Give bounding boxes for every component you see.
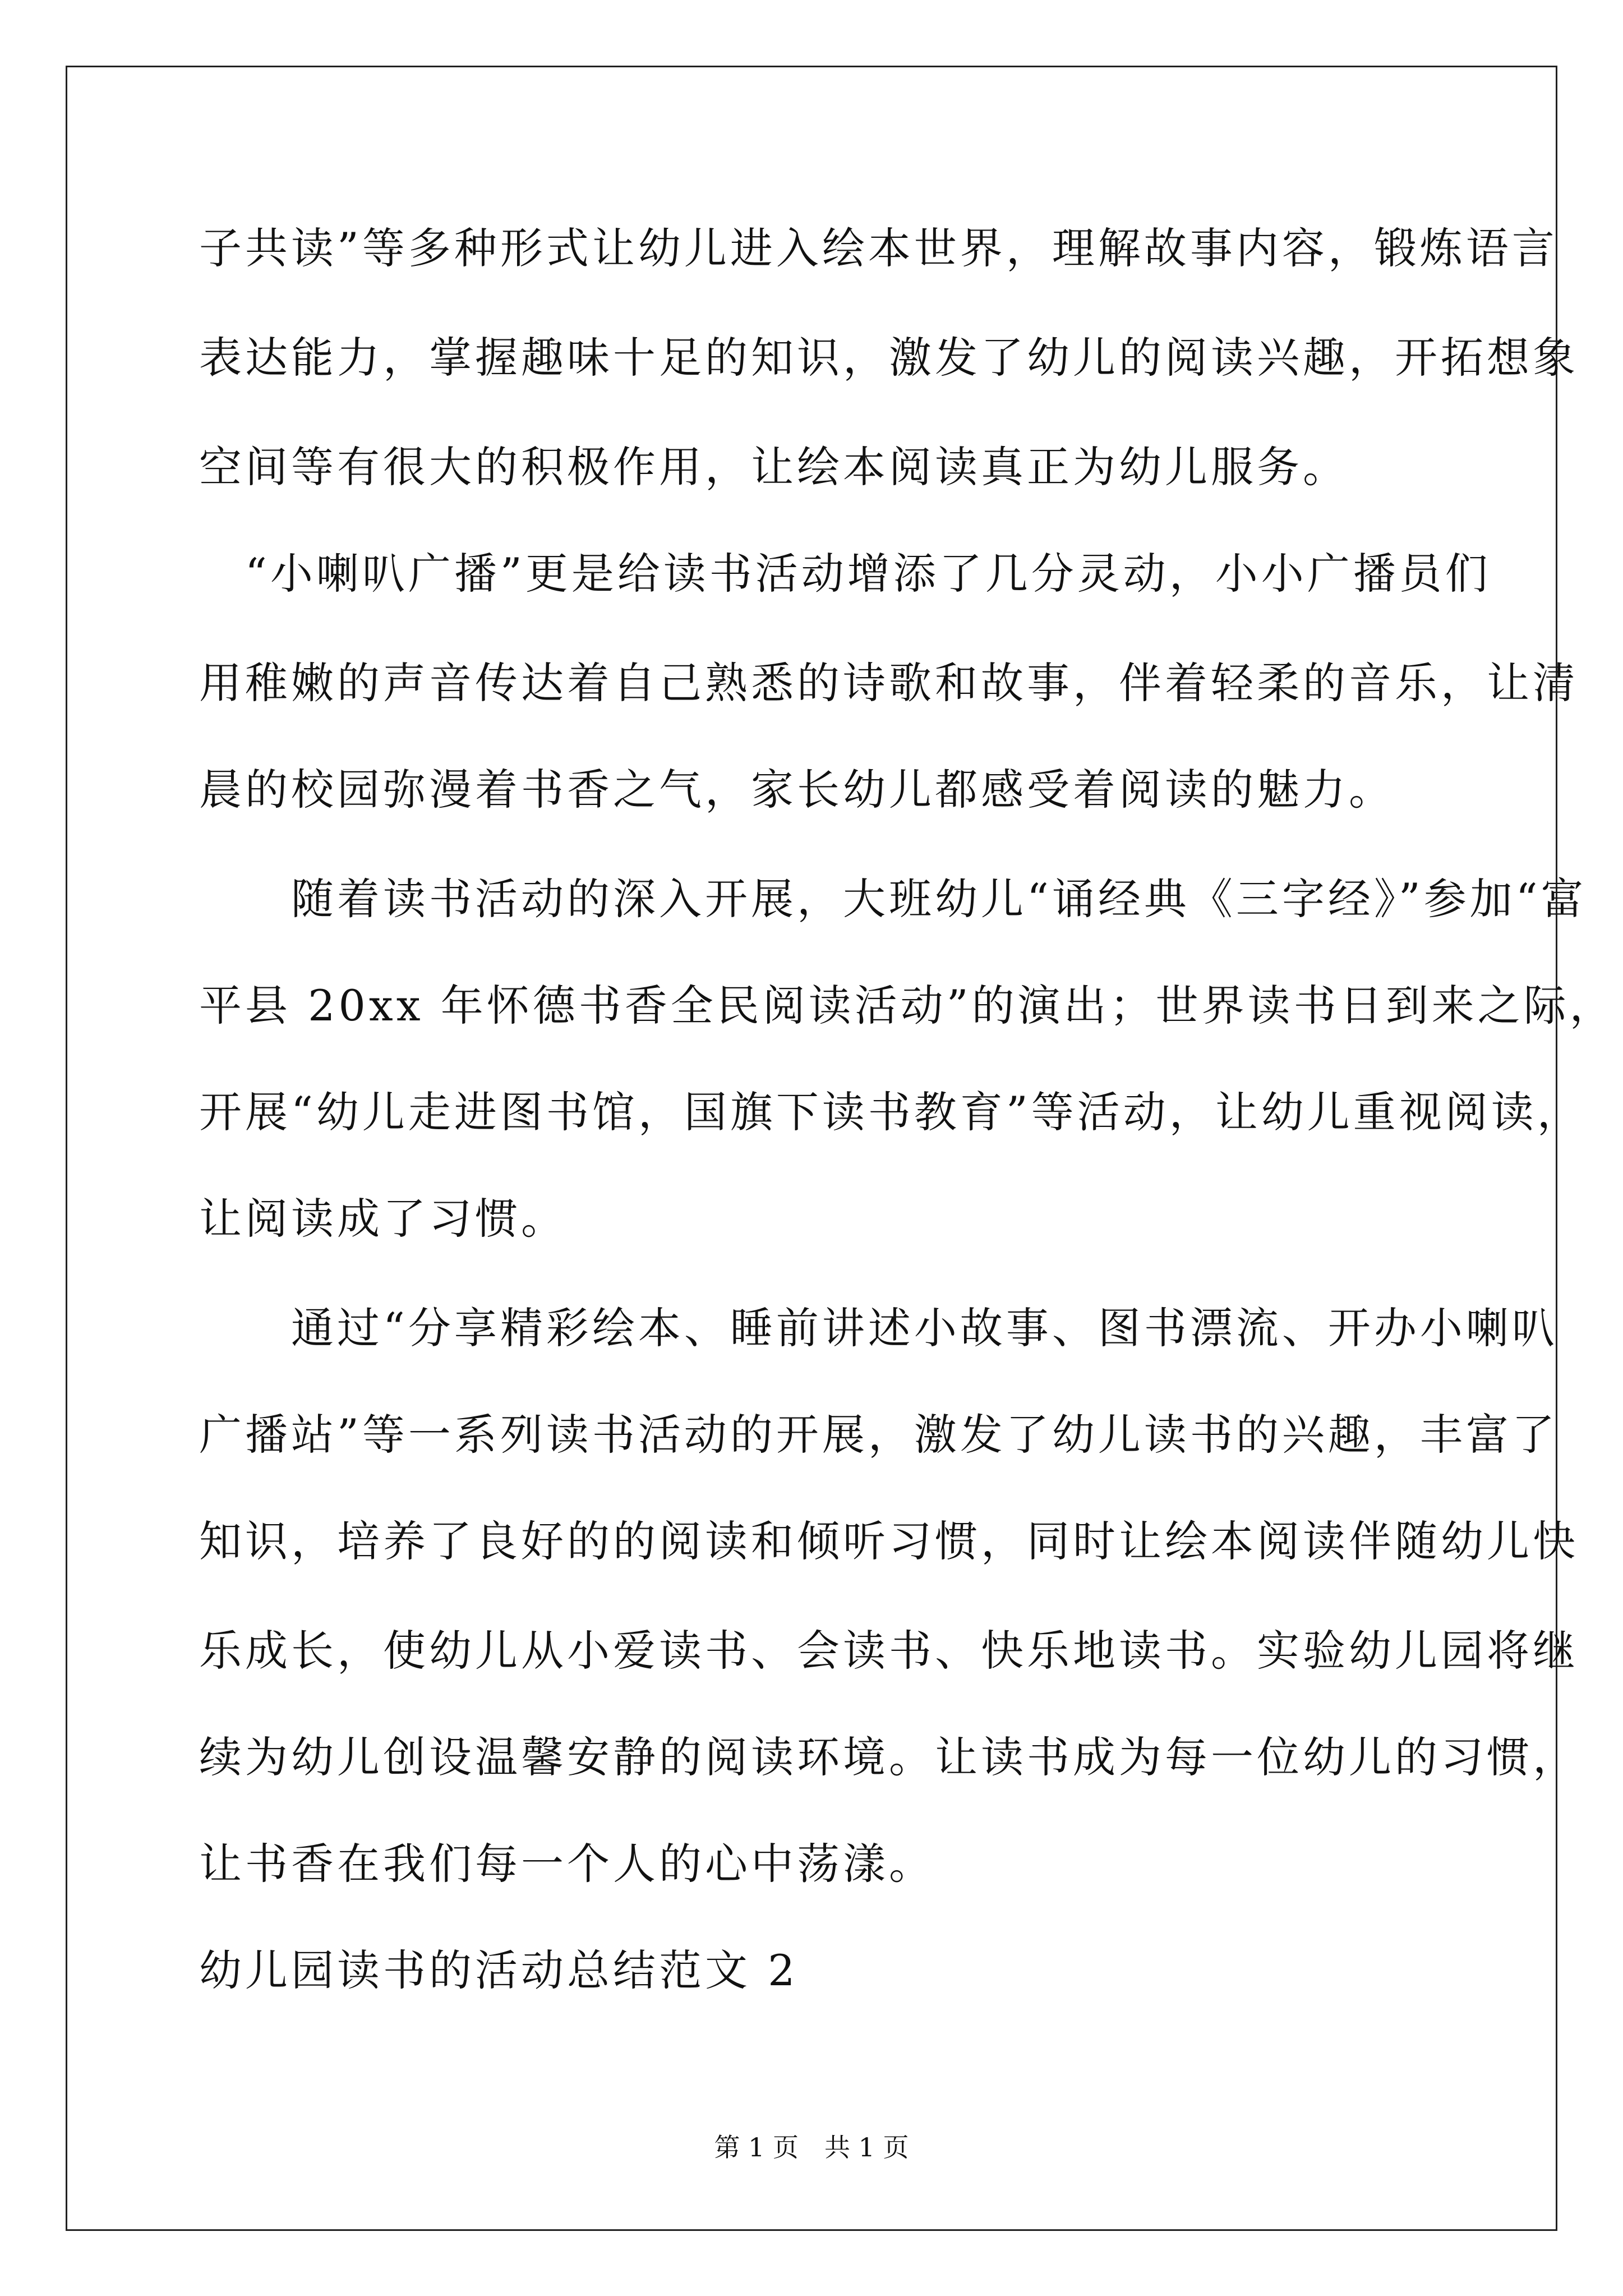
text-line: 空间等有很大的积极作用，让绘本阅读真正为幼儿服务。: [199, 442, 1349, 492]
text-line: 随着读书活动的深入开展，大班幼儿“诵经典《三字经》”参加“富: [199, 874, 1587, 924]
page-number-footer: 第 1 页 共 1 页: [714, 2132, 909, 2162]
text-line: 开展“幼儿走进图书馆，国旗下读书教育”等活动，让幼儿重视阅读，: [199, 1087, 1583, 1137]
text-line: 乐成长，使幼儿从小爱读书、会读书、快乐地读书。实验幼儿园将继: [199, 1626, 1579, 1676]
text-line: 广播站”等一系列读书活动的开展，激发了幼儿读书的兴趣，丰富了: [199, 1410, 1558, 1460]
text-line: 让书香在我们每一个人的心中荡漾。: [199, 1839, 935, 1889]
text-line: 子共读”等多种形式让幼儿进入绘本世界，理解故事内容，锻炼语言: [199, 223, 1558, 273]
text-line: 平县 20xx 年怀德书香全民阅读活动”的演出；世界读书日到来之际，: [199, 981, 1616, 1030]
text-line: “小喇叭广播”更是给读书活动增添了几分灵动，小小广播员们: [199, 549, 1491, 599]
text-line: 用稚嫩的声音传达着自己熟悉的诗歌和故事，伴着轻柔的音乐，让清: [199, 658, 1579, 708]
section-heading: 幼儿园读书的活动总结范文 2: [199, 1945, 799, 1995]
text-line: 晨的校园弥漫着书香之气，家长幼儿都感受着阅读的魅力。: [199, 765, 1395, 815]
text-line: 通过“分享精彩绘本、睡前讲述小故事、图书漂流、开办小喇叭: [199, 1303, 1558, 1353]
text-line: 让阅读成了习惯。: [199, 1194, 567, 1244]
text-line: 续为幼儿创设温馨安静的阅读环境。让读书成为每一位幼儿的习惯，: [199, 1732, 1579, 1782]
text-line: 知识，培养了良好的的阅读和倾听习惯，同时让绘本阅读伴随幼儿快: [199, 1516, 1579, 1566]
page-border: [66, 66, 1557, 2231]
text-line: 表达能力，掌握趣味十足的知识，激发了幼儿的阅读兴趣，开拓想象: [199, 333, 1579, 383]
